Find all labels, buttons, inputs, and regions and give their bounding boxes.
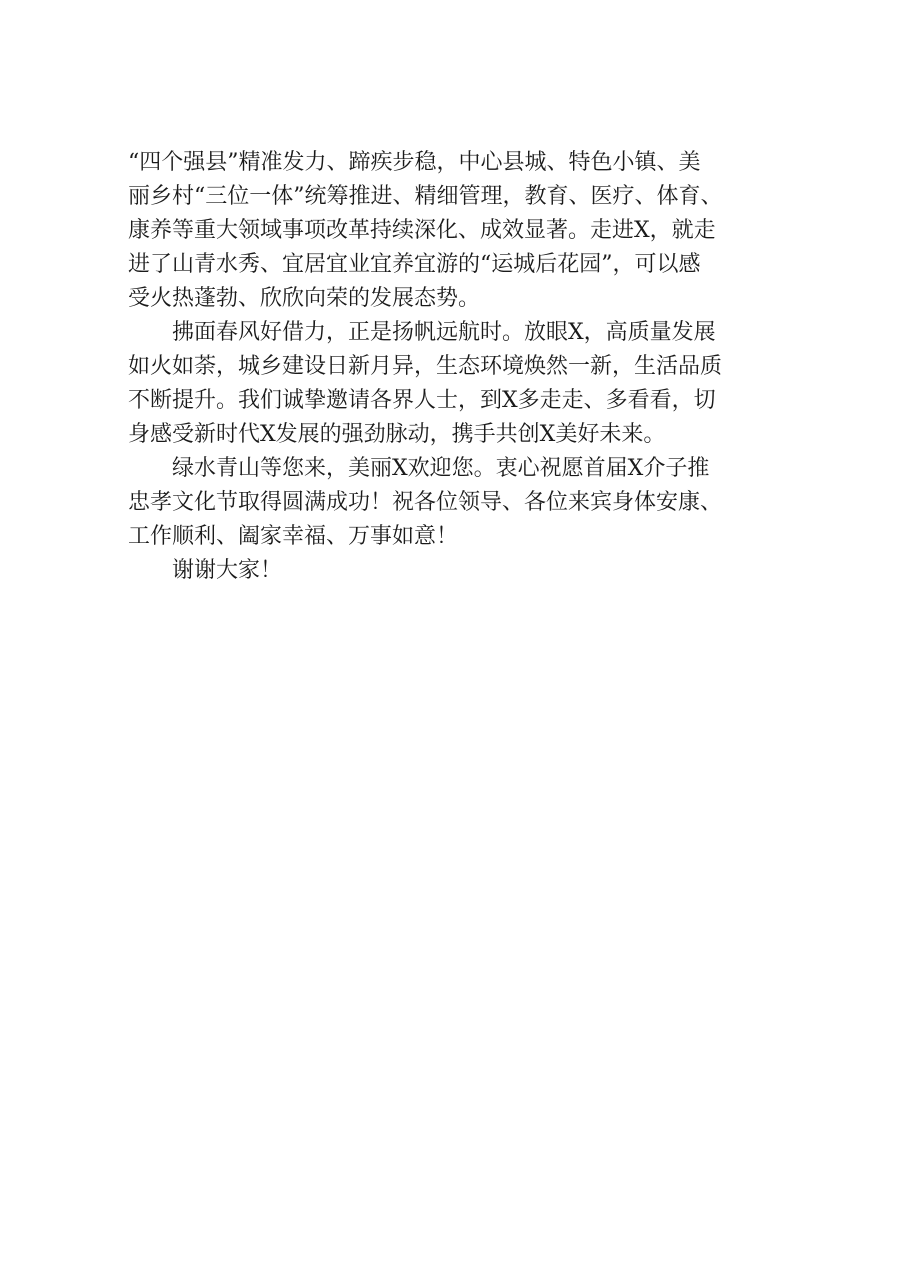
paragraph bbox=[128, 452, 828, 554]
paragraph bbox=[128, 146, 828, 316]
text-line: 拂面春风好借力，正是扬帆远航时。放眼X，高质量发展 bbox=[172, 320, 716, 345]
text-line: 如火如荼，城乡建设日新月异，生态环境焕然一新，生活品质 bbox=[128, 354, 723, 379]
text-line: 谢谢大家！ bbox=[172, 558, 283, 583]
text-line: 身感受新时代X发展的强劲脉动，携手共创X美好未来。 bbox=[128, 422, 666, 447]
text-line: 进了山青水秀、宜居宜业宜养宜游的“运城后花园”，可以感 bbox=[128, 252, 701, 277]
text-line: 受火热蓬勃、欣欣向荣的发展态势。 bbox=[128, 286, 481, 311]
text-line: 丽乡村“三位一体”统筹推进、精细管理，教育、医疗、体育、 bbox=[128, 184, 723, 209]
text-line: 绿水青山等您来，美丽X欢迎您。衷心祝愿首届X介子推 bbox=[172, 456, 710, 481]
text-line: 工作顺利、阖家幸福、万事如意！ bbox=[128, 524, 459, 549]
text-line: “四个强县”精准发力、蹄疾步稳，中心县城、特色小镇、美 bbox=[128, 150, 701, 175]
paragraph bbox=[128, 554, 828, 588]
paragraph bbox=[128, 316, 828, 452]
text-line: 忠孝文化节取得圆满成功！祝各位领导、各位来宾身体安康、 bbox=[128, 490, 723, 515]
text-line: 不断提升。我们诚挚邀请各界人士，到X多走走、多看看，切 bbox=[128, 388, 716, 413]
text-line: 康养等重大领域事项改革持续深化、成效显著。走进X，就走 bbox=[128, 218, 716, 243]
document-body bbox=[128, 146, 828, 588]
